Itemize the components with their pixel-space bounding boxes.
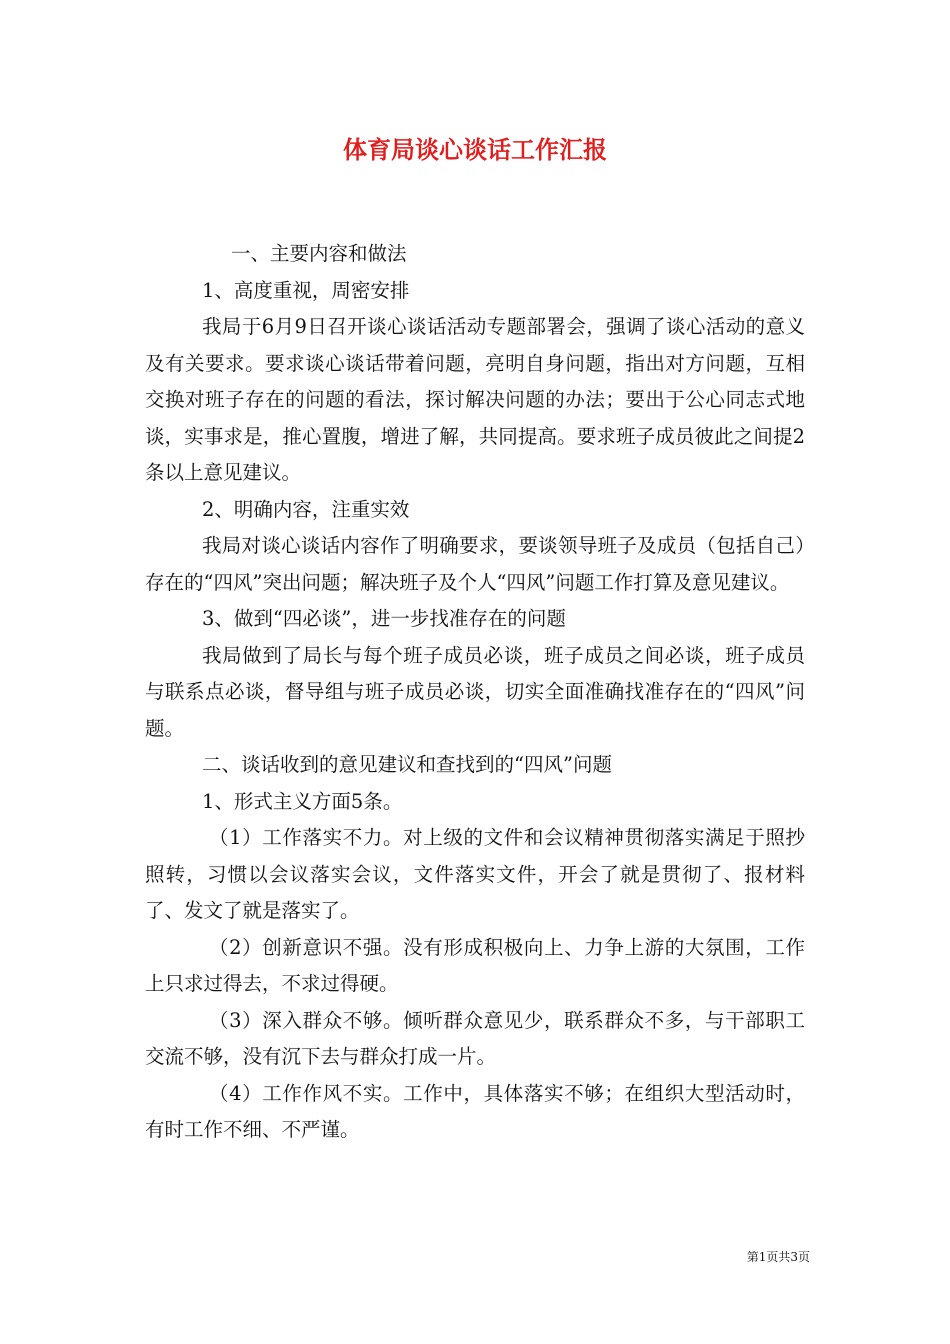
paragraph: （4）工作作风不实。工作中，具体落实不够；在组织大型活动时，有时工作不细、不严谨。 bbox=[145, 1081, 805, 1141]
paragraph: 一、主要内容和做法 bbox=[231, 242, 407, 265]
paragraph: （1）工作落实不力。对上级的文件和会议精神贯彻落实满足于照抄照转，习惯以会议落实会议，文件落实文件，开会了就是贯彻了、报材料了、发文了就是落实了。 bbox=[145, 826, 805, 922]
paragraph: 二、谈话收到的意见建议和查找到的“四风”问题 bbox=[202, 753, 612, 776]
document-body bbox=[145, 236, 805, 1149]
paragraph: 1、高度重视，周密安排 bbox=[202, 278, 410, 302]
document-title: 体育局谈心谈话工作汇报 bbox=[343, 135, 607, 164]
page-number: 第1页共3页 bbox=[746, 1250, 810, 1264]
paragraph: 我局对谈心谈话内容作了明确要求，要谈领导班子及成员（包括自己）存在的“四风”突出问题；解决班子及个人“四风”问题工作打算及意见建议。 bbox=[145, 534, 805, 594]
paragraph: （2）创新意识不强。没有形成积极向上、力争上游的大氛围，工作上只求过得去，不求过得硬。 bbox=[145, 935, 805, 995]
paragraph: 我局做到了局长与每个班子成员必谈，班子成员之间必谈，班子成员与联系点必谈，督导组与班子成员必谈，切实全面准确找准存在的“四风”问题。 bbox=[145, 643, 805, 740]
paragraph: 2、明确内容，注重实效 bbox=[202, 497, 410, 521]
paragraph: （3）深入群众不够。倾听群众意见少，联系群众不多，与干部职工交流不够，没有沉下去与群众打成一片。 bbox=[145, 1008, 805, 1068]
paragraph: 1、形式主义方面5条。 bbox=[202, 789, 403, 813]
paragraph: 我局于6月9日召开谈心谈话活动专题部署会，强调了谈心活动的意义及有关要求。要求谈心谈话带着问题，亮明自身问题，指出对方问题，互相交换对班子存在的问题的看法，探讨解决问题的办法；要出于公心同志式地谈，实事求是，推心置腹，增进了解，共同提高。要求班子成员彼此之间提2条以上意见建议。 bbox=[145, 315, 805, 484]
paragraph: 3、做到“四必谈”，进一步找准存在的问题 bbox=[202, 607, 566, 630]
